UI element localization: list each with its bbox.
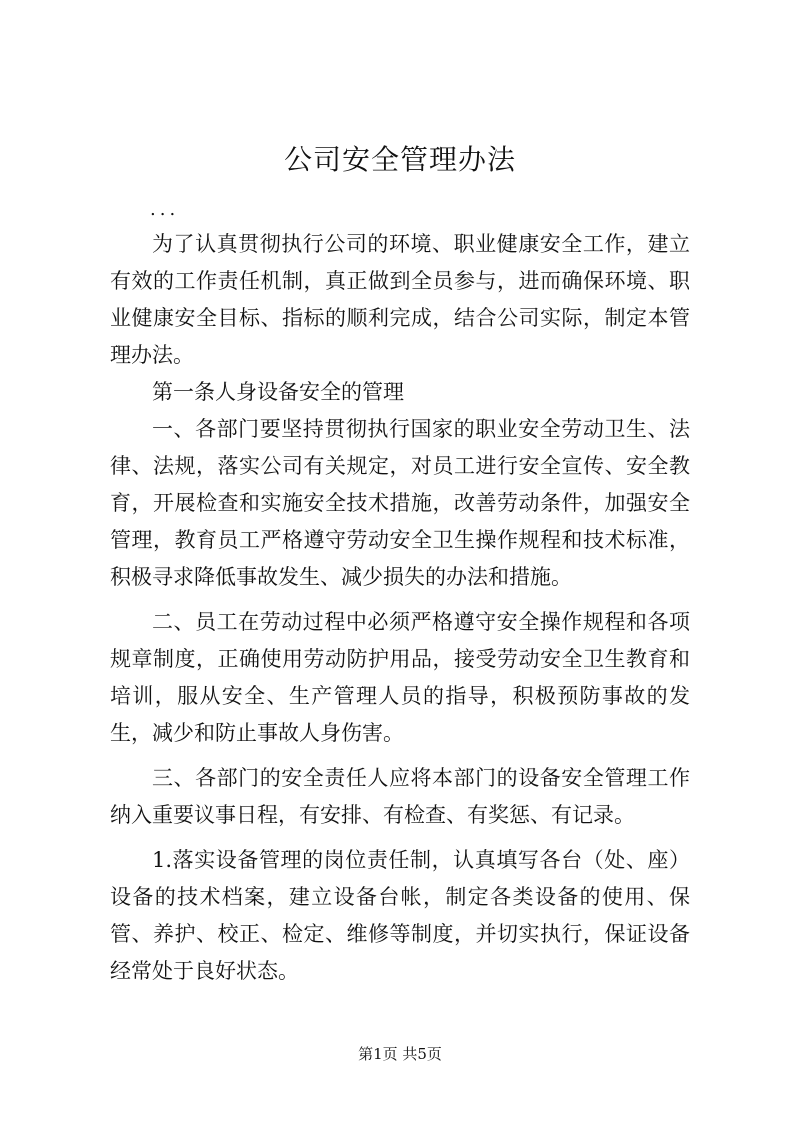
section-heading-article-1: 第一条人身设备安全的管理 xyxy=(152,380,404,404)
paragraph-intro: 为了认真贯彻执行公司的环境、职业健康安全工作，建立有效的工作责任机制，真正做到全员参与，进而确保环境、职业健康安全目标、指标的顺利完成，结合公司实际，制定本管理办法。 xyxy=(110,232,690,367)
paragraph-item-3: 三、各部门的安全责任人应将本部门的设备安全管理工作纳入重要议事日程，有安排、有检查、有奖惩、有记录。 xyxy=(110,766,690,827)
document-body xyxy=(110,226,690,990)
paragraph-item-1: 一、各部门要坚持贯彻执行国家的职业安全劳动卫生、法律、法规，落实公司有关规定，对员工进行安全宣传、安全教育，开展检查和实施安全技术措施，改善劳动条件，加强安全管理，教育员工严格遵守劳动安全卫生操作规程和技术标准，积极寻求降低事故发生、减少损失的办法和措施。 xyxy=(110,417,690,589)
paragraph-item-2: 二、员工在劳动过程中必须严格遵守安全操作规程和各项规章制度，正确使用劳动防护用品，接受劳动安全卫生教育和培训，服从安全、生产管理人员的指导，积极预防事故的发生，减少和防止事故人身伤害。 xyxy=(110,610,690,745)
page-title: 公司安全管理办法 xyxy=(283,143,516,176)
paragraph-subitem-1: 1.落实设备管理的岗位责任制，认真填写各台（处、座）设备的技术档案，建立设备台帐，制定各类设备的使用、保管、养护、校正、检定、维修等制度，并切实执行，保证设备经常处于良好状态。 xyxy=(110,848,690,983)
page-footer: 第1页 共5页 xyxy=(358,1045,442,1063)
ellipsis-marker: ... xyxy=(150,199,180,220)
